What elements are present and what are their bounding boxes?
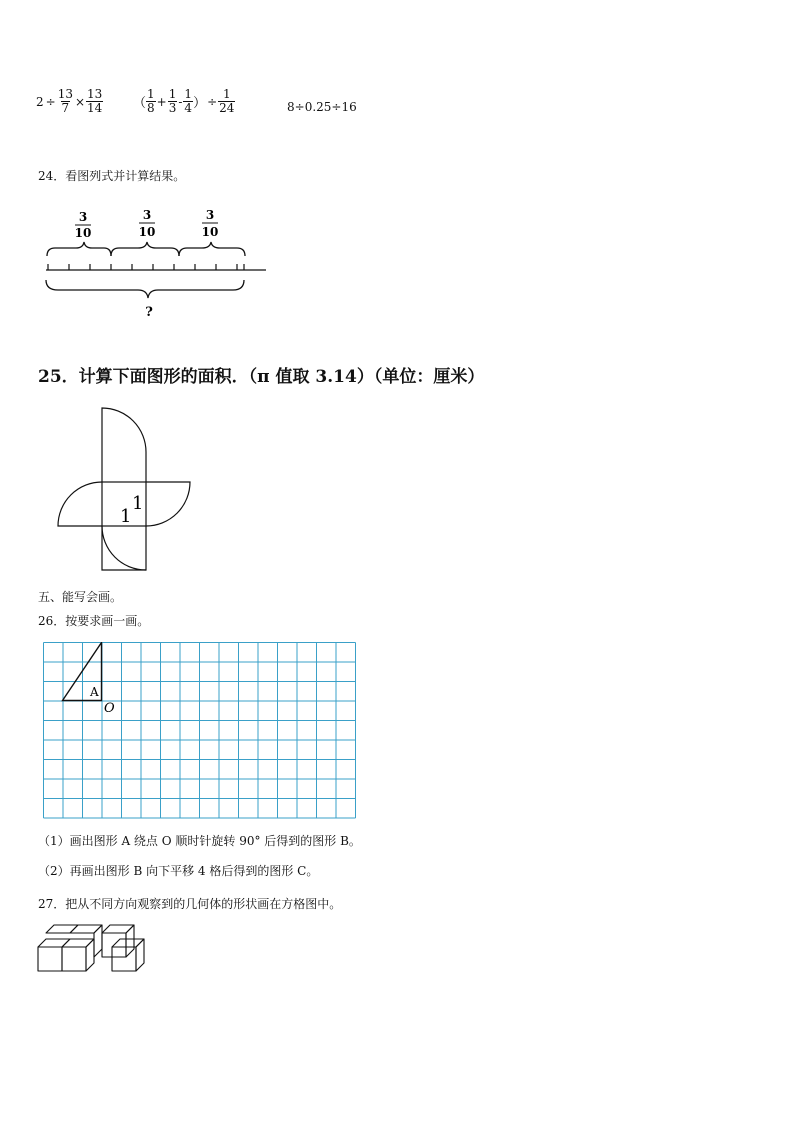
fraction-denominator-2: 10 [138,225,156,239]
fraction-numerator-2: 3 [142,208,152,222]
expression-2 [133,88,235,115]
label-a: A [90,685,99,699]
expression-3: 8÷0.25÷16 [287,100,357,114]
fraction: $\frac{13}{7}$ [57,87,73,115]
question-26-text: 26．按要求画一画。 [38,614,150,628]
question-27-text: 27．把从不同方向观察到的几何体的形状画在方格图中。 [38,897,342,911]
grid-lines [44,643,356,819]
divide-sign: ÷ [207,94,218,109]
fraction: $\frac{1}{4}$ [184,87,193,115]
question-mark: ? [145,305,153,320]
drawing-grid [43,642,363,822]
point-o-label: O [104,701,115,716]
fraction: $\frac{1}{24}$ [219,87,235,115]
expression-1 [35,88,103,115]
divide-sign: ÷ [45,94,56,109]
plus-sign: + [156,94,167,109]
question-24-text: 24．看图列式并计算结果。 [38,169,186,183]
multiply-sign: × [74,94,86,109]
fraction: $\frac{13}{14}$ [87,87,103,115]
section-5-title: 五、能写会画。 [38,590,123,604]
fraction-denominator-3: 10 [201,225,219,239]
number-line-diagram [38,200,278,325]
minus-sign: - [178,94,183,109]
fraction-denominator-1: 10 [74,226,92,240]
question-25-text: 25．计算下面图形的面积．（π 值取 3.14）（单位：厘米） [38,367,485,387]
fraction-numerator-3: 3 [205,208,215,222]
instruction-2: （2）再画出图形 B 向下平移 4 格后得到的图形 C。 [38,864,319,878]
left-paren: （ [133,96,147,111]
side-label-2: 1 [132,493,144,514]
fraction: $\frac{1}{8}$ [147,87,155,115]
fraction: $\frac{1}{3}$ [168,87,177,115]
side-label-1: 1 [120,506,132,527]
pinwheel-figure [50,405,200,580]
fraction-numerator-1: 3 [78,210,88,224]
cube-solid-figure [36,923,166,978]
right-paren: ） [193,96,207,111]
instruction-1: （1）画出图形 A 绕点 O 顺时针旋转 90° 后得到的图形 B。 [38,834,361,848]
integer: 2 [36,94,44,109]
